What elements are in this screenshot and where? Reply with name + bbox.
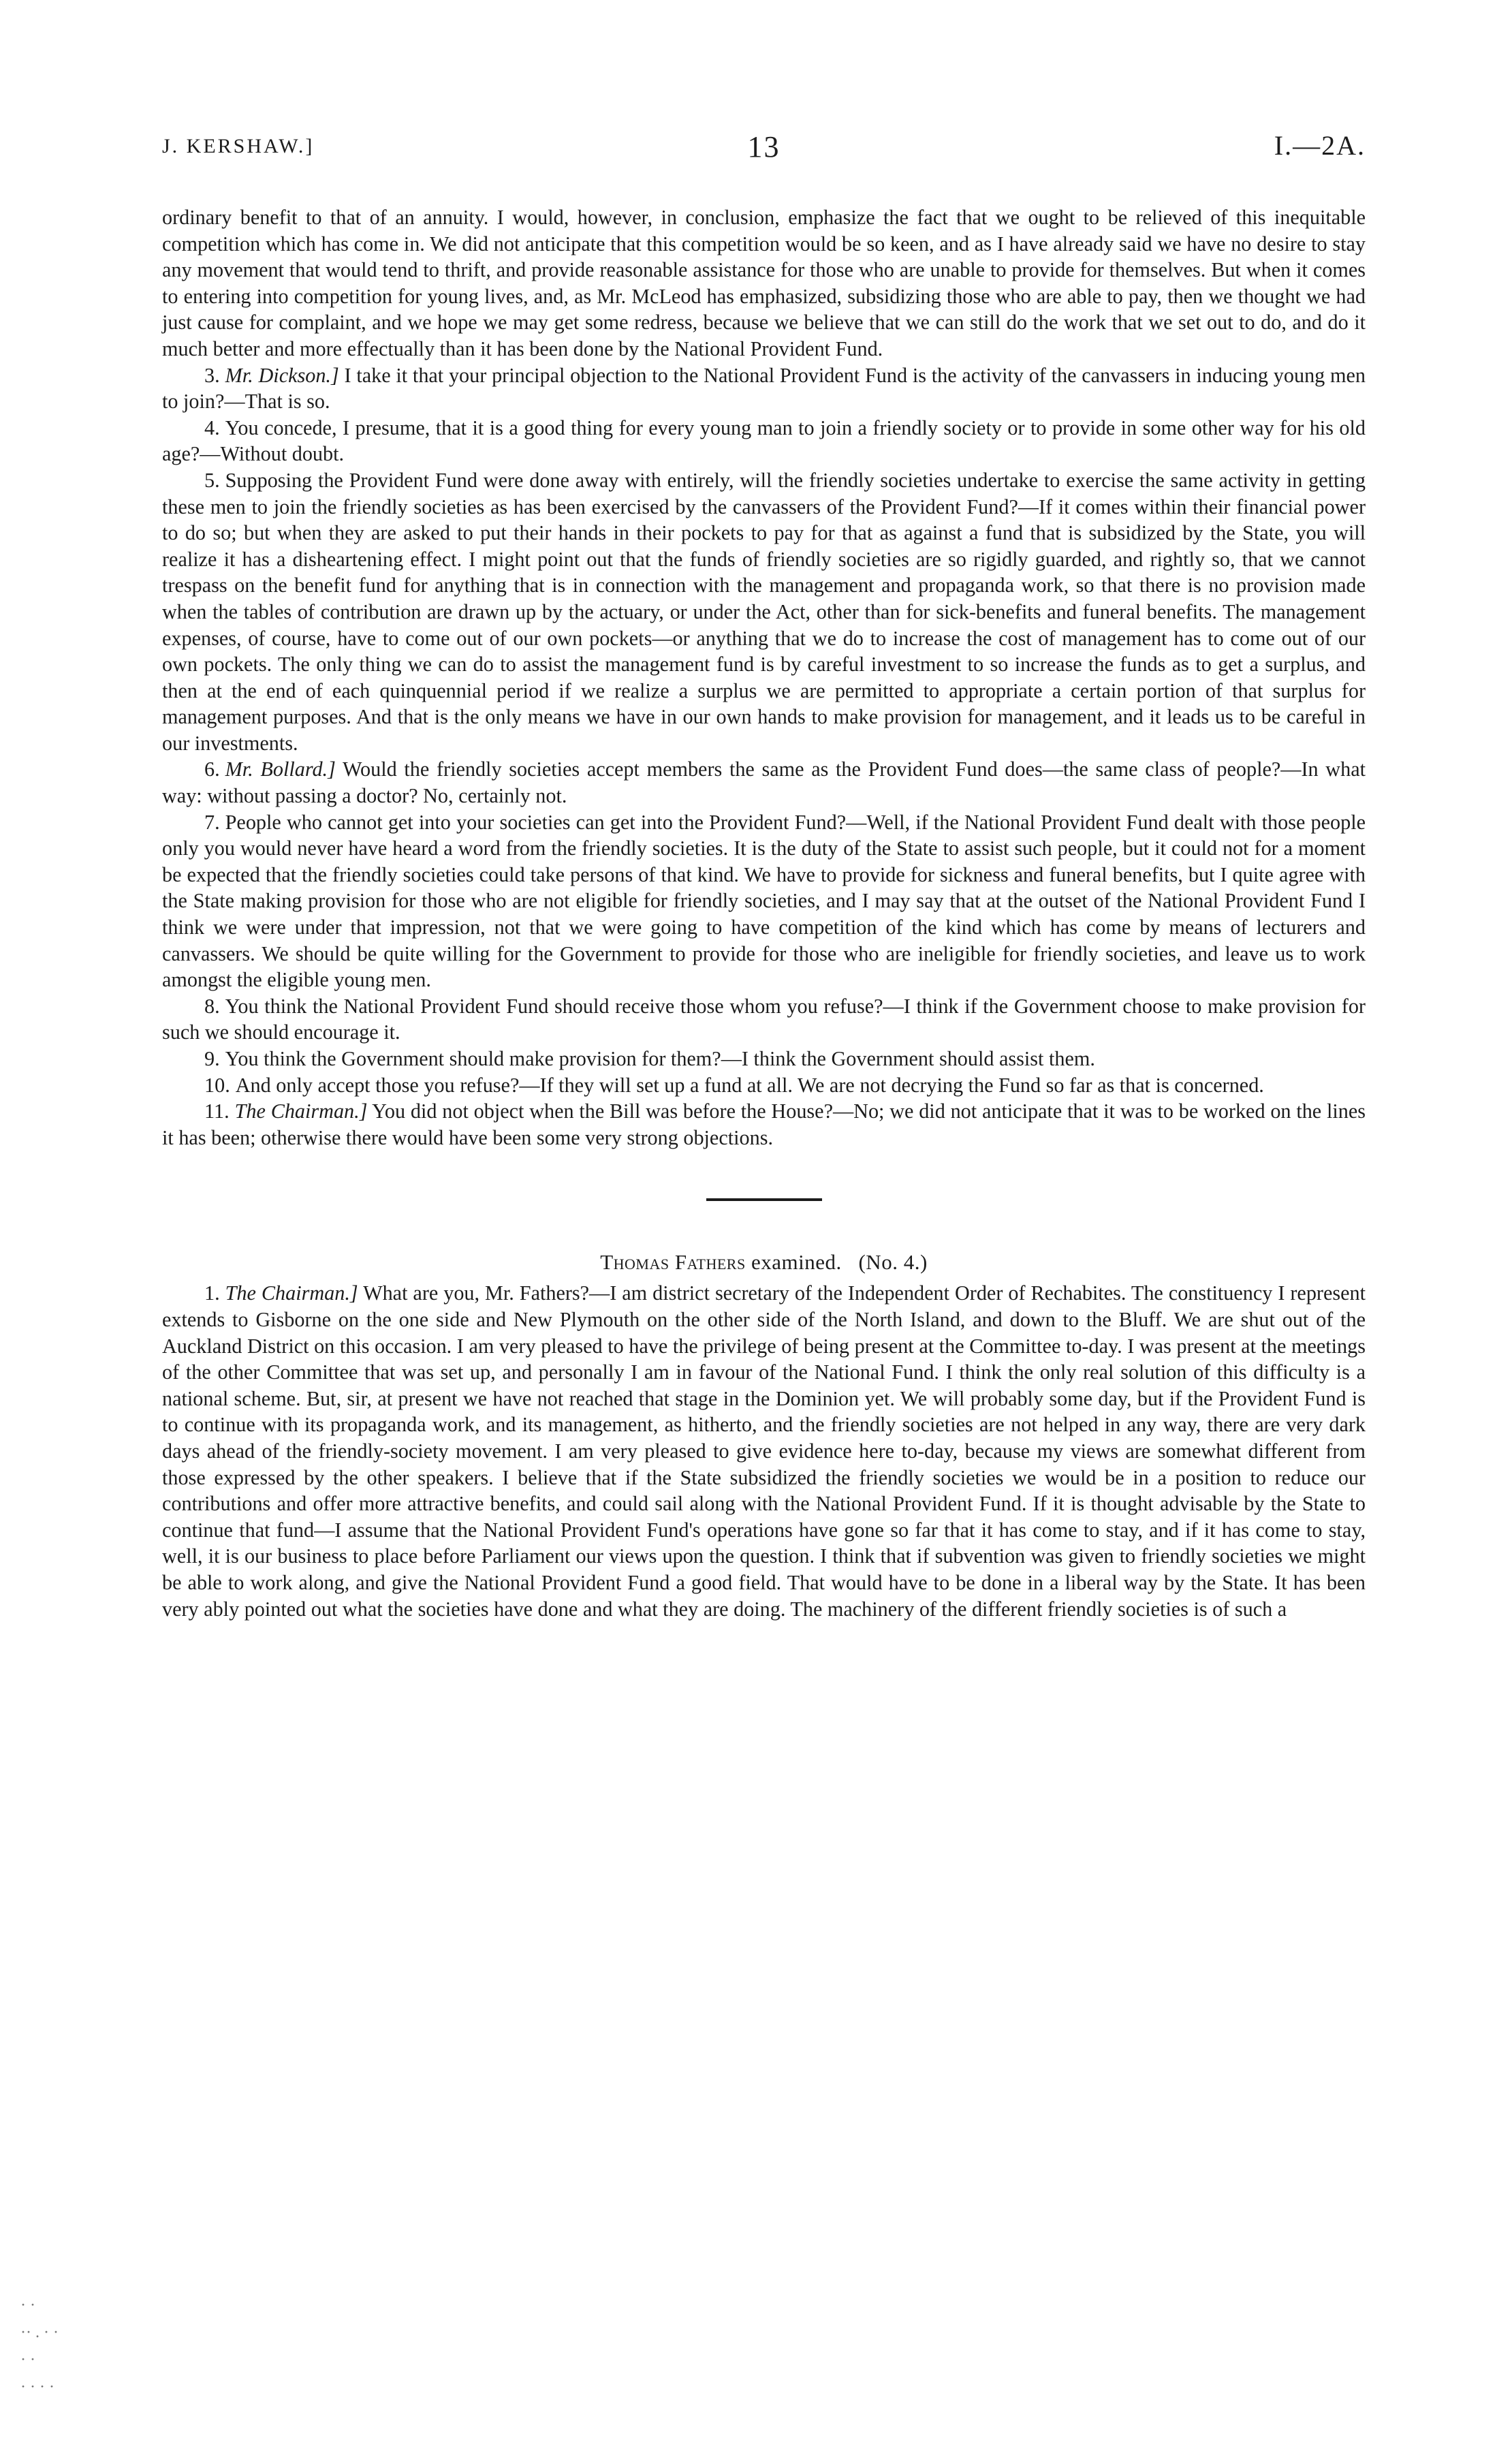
testimony-paragraph [162, 1280, 1366, 1622]
question-answer-list-2 [162, 1280, 1366, 1622]
question-number: 11. [204, 1100, 230, 1123]
section-heading [162, 1249, 1366, 1276]
testimony-text: You think the National Provident Fund should receive those whom you refuse?—I think if the Government choose to make provision for such we should encourage it. [162, 994, 1366, 1044]
margin-mark: · · · · [20, 2378, 54, 2396]
testimony-text: And only accept those you refuse?—If they will set up a fund at all. We are not decrying the Fund so far as that is concerned. [235, 1073, 1264, 1097]
testimony-text: You think the Government should make provision for them?—I think the Government should assist them. [225, 1047, 1095, 1070]
question-number: 3. [204, 363, 220, 387]
question-number: 10. [204, 1073, 230, 1097]
speaker-name: The Chairman.] [225, 1281, 358, 1305]
question-number: 4. [204, 416, 220, 439]
testimony-paragraph [162, 362, 1366, 415]
speaker-name: The Chairman.] [234, 1100, 368, 1123]
speaker-name: Mr. Bollard.] [225, 758, 336, 781]
question-answer-list [162, 362, 1366, 1151]
margin-mark: ·· . · · [20, 2324, 59, 2341]
testimony-text: You did not object when the Bill was before the House?—No; we did not anticipate that it was to be worked on the lines it has been; otherwise there would have been some very strong objections. [162, 1100, 1366, 1149]
heading-number: (No. 4.) [858, 1250, 928, 1275]
header-witness-name: J. KERSHAW.] [162, 135, 315, 157]
question-number: 9. [204, 1047, 220, 1070]
testimony-text: Supposing the Provident Fund were done away with entirely, will the friendly societies undertake to exercise the same activity in getting these men to join the friendly societies as has been exercised by the canvassers of the Provident Fund?—If it comes within their financial power to do so; but when they are asked to put their hands in their pockets to pay for that as against a fund that is subsidized by the State, you will realize it has a disheartening effect. I might point out that the funds of friendly societies are so rigidly guarded, and rightly so, that we cannot trespass on the benefit fund for anything that is in connection with the management and propaganda work, so that there is no provision made when the tables of contribution are drawn up by the actuary, or under the Act, other than for sick-benefits and funeral benefits. The management expenses, of course, have to come out of our own pockets—or anything that we do to increase the cost of management has to come out of our own pockets. The only thing we can do to assist the management fund is by careful investment to so increase the funds as to get a surplus, and then at the end of each quinquennial period if we realize a surplus we are permitted to appropriate a certain portion of that surplus for management purposes. And that is the only means we have in our own hands to make provision for management, and it leads us to be careful in our investments. [162, 468, 1366, 755]
question-number: 8. [204, 994, 220, 1018]
page-number: 13 [747, 130, 781, 163]
margin-mark: · · [20, 2351, 35, 2369]
testimony-text: What are you, Mr. Fathers?—I am district secretary of the Independent Order of Rechabites. The constituency I represent extends to Gisborne on the one side and New Plymouth on the other side of the North Island, and down to the Bluff. We are shut out of the Auckland District on this occasion. I am very pleased to have the privilege of being present at the Committee to-day. I was present at the meetings of the other Committee that was set up, and personally I am in favour of the National Fund. I think the only real solution of this difficulty is a national scheme. But, sir, at present we have not reached that stage in the Dominion yet. We will probably some day, but if the Provident Fund is to continue with its propaganda work, and its management, as hitherto, and the friendly societies are not helped in any way, there are very dark days ahead of the friendly-society movement. I am very pleased to give evidence here to-day, because my views are somewhat different from those expressed by the other speakers. I believe that if the State subsidized the friendly societies we would be in a position to reduce our contributions and offer more attractive benefits, and could sail along with the National Provident Fund. If it is thought advisable by the State to continue that fund—I assume that the National Provident Fund's operations have gone so far that it has come to stay, and if it has come to stay, well, it is our business to place before Parliament our views upon the question. I think that if subvention was given to friendly societies we might be able to work along, and give the National Provident Fund a good field. That would have to be done in a liberal way by the State. It has been very ably pointed out what the societies have done and what they are doing. The machinery of the different friendly societies is of such a [162, 1281, 1366, 1621]
testimony-paragraph [162, 756, 1366, 809]
testimony-text: I take it that your principal objection to the National Provident Fund is the activity of the canvassers in inducing young men to join?—That is so. [162, 363, 1366, 414]
margin-marks [20, 2292, 59, 2401]
testimony-paragraph [162, 415, 1366, 467]
section-divider [706, 1198, 822, 1201]
testimony-paragraph [162, 1072, 1366, 1099]
testimony-text: Would the friendly societies accept members the same as the Provident Fund does—the same class of people?—In what way: without passing a doctor? No, certainly not. [162, 758, 1366, 808]
question-number: 7. [204, 810, 220, 834]
heading-examined: examined. [751, 1250, 842, 1275]
testimony-text: People who cannot get into your societies can get into the Provident Fund?—Well, if the National Provident Fund dealt with those people only you would never have heard a word from the friendly societies. It is the duty of the State to assist such people, but it could not for a moment be expected that the friendly societies could take persons of that kind. We have to provide for sickness and funeral benefits, but I quite agree with the State making provision for those who are not eligible for friendly societies, and I may say that at the outset of the National Provident Fund I think we were under that impression, not that we were going to have competition of the kind which has come by means of lecturers and canvassers. We should be quite willing for the Government to provide for those who are ineligible for friendly societies, and leave us to work amongst the eligible young men. [162, 810, 1366, 992]
question-number: 5. [204, 468, 220, 492]
question-number: 1. [204, 1281, 220, 1305]
testimony-paragraph [162, 993, 1366, 1046]
continuation-paragraph: ordinary benefit to that of an annuity. I would, however, in conclusion, emphasize the fact that we ought to be relieved of this inequitable competition which has come in. We did not anticipate that this competition would be so keen, and as I have already said we have no desire to stay any movement that would tend to thrift, and provide reasonable assistance for those who are unable to provide for themselves. But when it comes to entering into competition for young lives, and, as Mr. McLeod has emphasized, subsidizing those who are able to pay, then we thought we had just cause for complaint, and we hope we may get some redress, because we believe that we can still do the work that we set out to do, and do it much better and more effectually than it has been done by the National Provident Fund. [162, 206, 1366, 360]
margin-mark: · · [20, 2296, 35, 2314]
testimony-paragraph [162, 1098, 1366, 1151]
question-number: 6. [204, 758, 220, 781]
speaker-name: Mr. Dickson.] [225, 363, 339, 387]
document-body [162, 204, 1366, 1622]
testimony-text: You concede, I presume, that it is a good thing for every young man to join a friendly society or to provide in some other way for his old age?—Without doubt. [162, 416, 1366, 466]
paper-reference: I.—2A. [1274, 130, 1366, 161]
witness-name: Thomas Fathers [600, 1250, 746, 1275]
testimony-paragraph [162, 809, 1366, 993]
testimony-paragraph [162, 467, 1366, 757]
testimony-paragraph [162, 1046, 1366, 1072]
running-header [162, 129, 1366, 177]
